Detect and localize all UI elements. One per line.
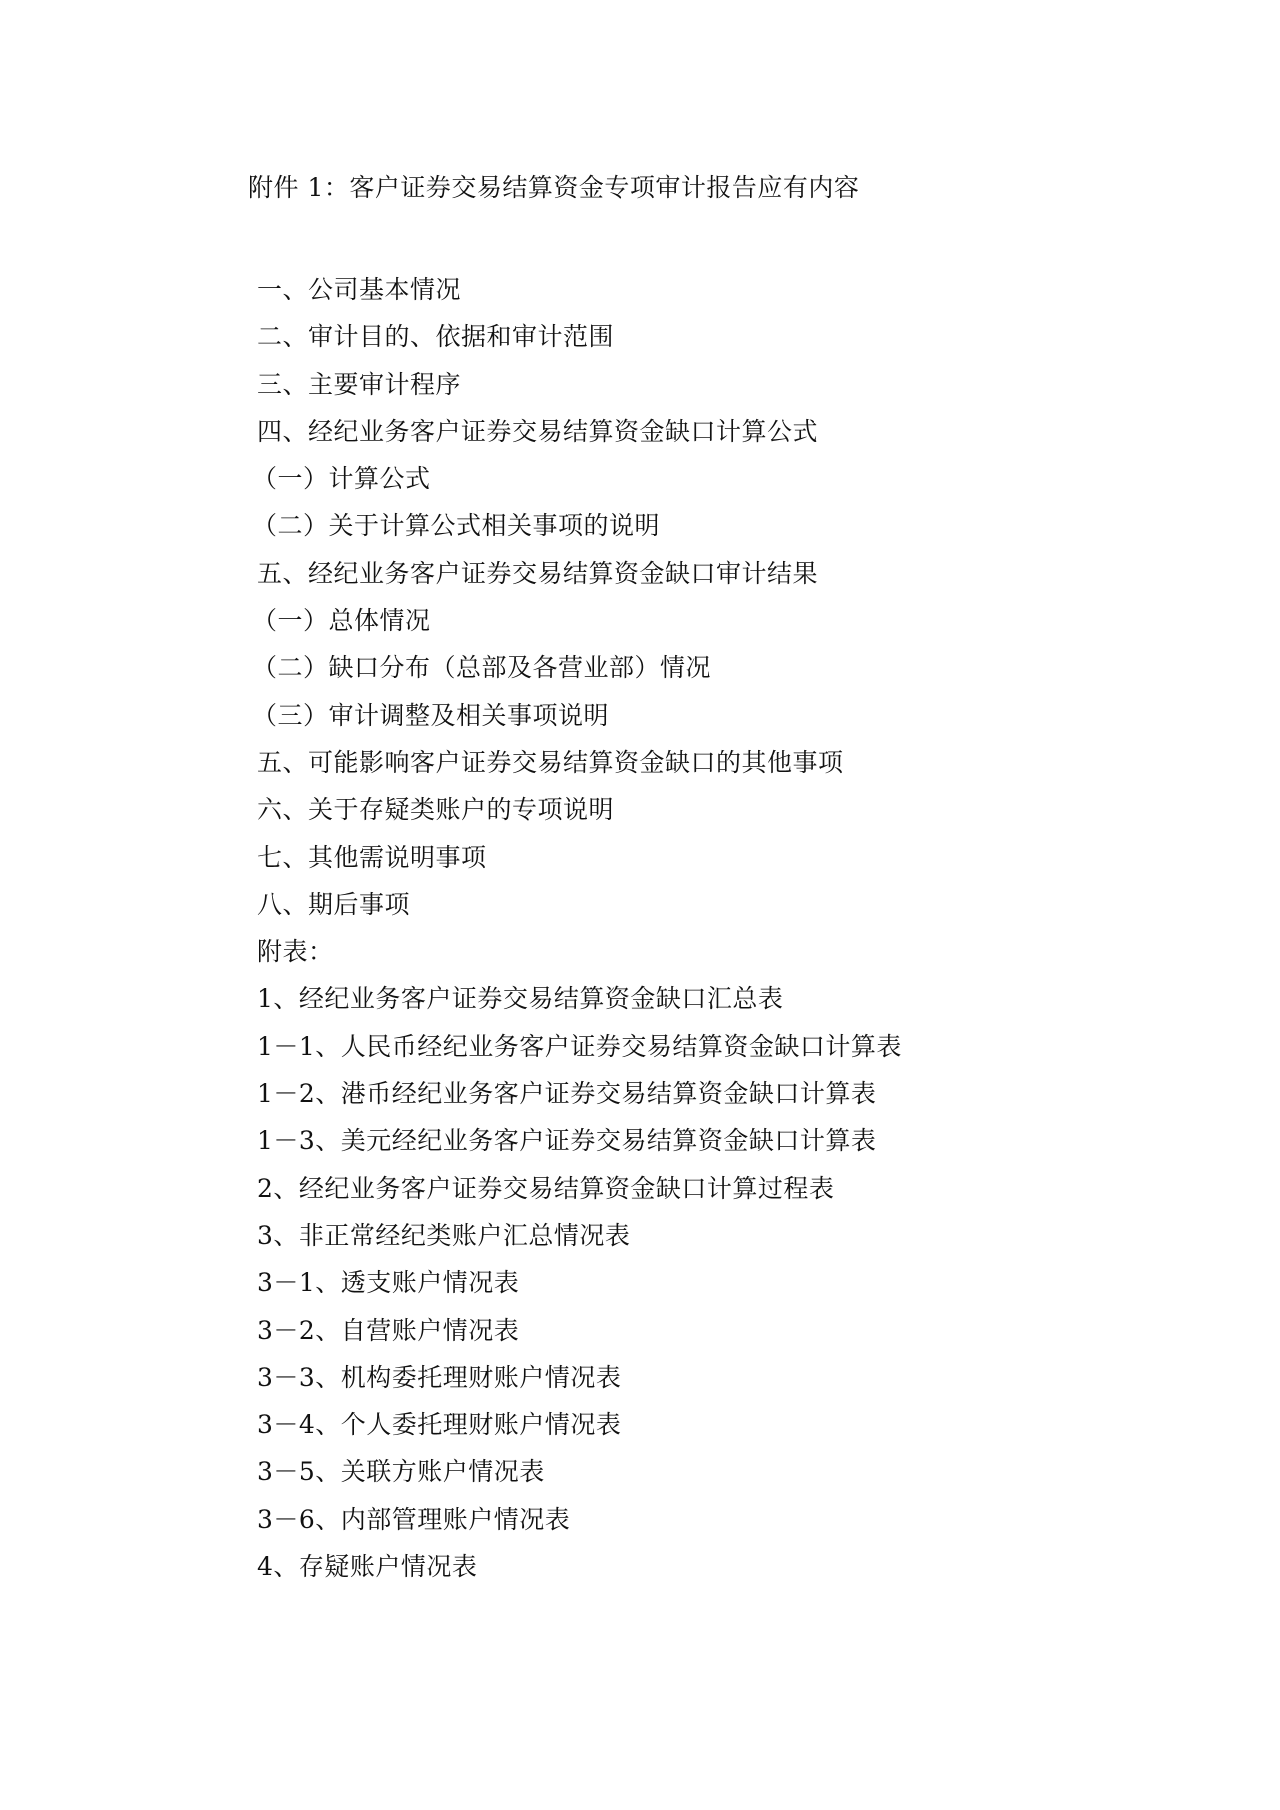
- list-item: 3－5、关联方账户情况表: [257, 1457, 545, 1487]
- list-item: 3－1、透支账户情况表: [257, 1268, 520, 1298]
- list-item: 七、其他需说明事项: [257, 842, 487, 872]
- list-item: 3－6、内部管理账户情况表: [257, 1504, 571, 1534]
- list-item: （一）计算公式: [252, 464, 431, 494]
- document-title: 附件 1：客户证券交易结算资金专项审计报告应有内容: [248, 173, 860, 202]
- list-item: （一）总体情况: [252, 606, 431, 636]
- list-item: 1、经纪业务客户证券交易结算资金缺口汇总表: [257, 984, 784, 1014]
- list-item: 五、可能影响客户证券交易结算资金缺口的其他事项: [257, 747, 844, 777]
- list-item: 1－1、人民币经纪业务客户证券交易结算资金缺口计算表: [257, 1031, 902, 1061]
- list-item: （二）关于计算公式相关事项的说明: [252, 511, 661, 541]
- list-item: 1－3、美元经纪业务客户证券交易结算资金缺口计算表: [257, 1126, 877, 1156]
- list-item: 四、经纪业务客户证券交易结算资金缺口计算公式: [257, 416, 819, 446]
- list-item: 4、存疑账户情况表: [257, 1552, 478, 1582]
- list-item: （三）审计调整及相关事项说明: [252, 700, 610, 730]
- list-item: 六、关于存疑类账户的专项说明: [257, 795, 615, 825]
- list-item: 2、经纪业务客户证券交易结算资金缺口计算过程表: [257, 1173, 835, 1203]
- list-item: 一、公司基本情况: [257, 275, 462, 304]
- list-item: 3－4、个人委托理财账户情况表: [257, 1410, 622, 1440]
- contents-list: [252, 266, 902, 1590]
- list-item: （二）缺口分布（总部及各营业部）情况: [252, 653, 712, 683]
- list-item: 3－3、机构委托理财账户情况表: [257, 1362, 622, 1392]
- list-item: 附表：: [257, 937, 334, 967]
- list-item: 3－2、自营账户情况表: [257, 1315, 520, 1345]
- list-item: 二、审计目的、依据和审计范围: [257, 322, 615, 352]
- list-item: 五、经纪业务客户证券交易结算资金缺口审计结果: [257, 558, 819, 588]
- list-item: 1－2、港币经纪业务客户证券交易结算资金缺口计算表: [257, 1079, 877, 1109]
- list-item: 三、主要审计程序: [257, 369, 462, 399]
- list-item: 3、非正常经纪类账户汇总情况表: [257, 1220, 631, 1250]
- list-item: 八、期后事项: [257, 889, 411, 919]
